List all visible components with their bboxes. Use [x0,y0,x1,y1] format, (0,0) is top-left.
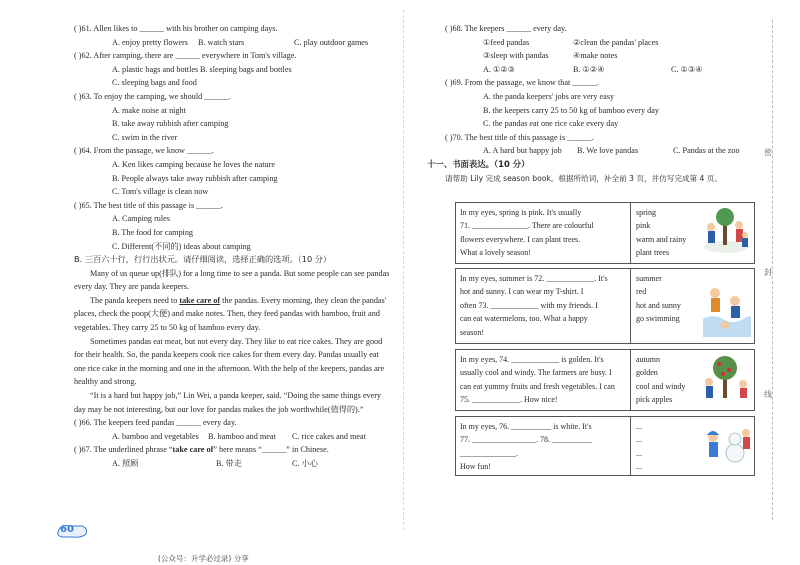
summer-keyword-2: red [636,287,647,297]
q62-option-a[interactable]: A. plastic bags and bottles [112,64,199,74]
question-70: ( )70. The best title of this passage is ______. [445,132,594,142]
question-62: ( )62. After camping, there are ______ everywhere in Tom's village. [74,51,297,61]
q65-option-a[interactable]: A. Camping rules [112,214,170,224]
binding-dashed-line [772,20,773,520]
q68-options [445,63,763,77]
section-b-heading: B. 三百六十行，行行出状元。请仔细阅读，选择正确的选项。（10 分） [74,254,332,265]
q64-option-b[interactable]: B. People always take away rubbish after camping [112,173,278,183]
autumn-keyword-1: autumn [636,355,660,364]
q62-option-c[interactable]: C. sleeping bags and food [112,78,197,88]
summer-blank-73[interactable]: often 73. ____________ with my friends. I [460,300,598,310]
summer-blank-72[interactable]: In my eyes, summer is 72. ____________. It's [460,274,608,283]
question-68: ( )68. The keepers ______ every day. [445,24,567,33]
p2-start: The panda keepers need to [90,295,180,305]
left-column [74,22,390,471]
question-69: ( )69. From the passage, we know that ______. [445,78,599,88]
autumn-line-3: can eat yummy fruits and fresh vegetables. I can [460,381,615,391]
children-picking-apples-illustration [701,354,751,402]
spring-line-4: What a lovely season! [460,248,531,258]
summer-keyword-4: go swimming [636,314,680,324]
winter-keyword-3: ... [636,448,642,458]
page-number-text: 60 [60,524,74,535]
season-box-autumn [455,349,755,411]
winter-blank-77-78[interactable]: 77. ________________. 78. __________ [460,435,592,445]
column-divider [403,10,404,530]
binding-label-2: 封 [764,268,772,277]
q70-option-a[interactable]: A. A hard but happy job [483,146,562,156]
q66-option-b[interactable]: B. bamboo and meat [208,431,276,441]
autumn-line-2: usually cool and windy. The farmers are busy. I [460,368,612,378]
q68-choices-row2 [445,49,763,63]
spring-text [456,203,631,263]
q68-choice-3: ③sleep with pandas [483,51,549,61]
page-footer: (公众号：升学必过录) 分享 [158,554,249,563]
q63-option-c[interactable]: C. swim in the river [112,132,178,142]
autumn-keyword-3: cool and windy [636,381,686,391]
q68-option-c[interactable]: C. ①③④ [671,64,703,74]
autumn-keywords [634,350,687,410]
winter-blank-76[interactable]: In my eyes, 76. __________ is white. It's [460,422,592,431]
spring-keyword-1: spring [636,208,656,217]
spring-line-1: In my eyes, spring is pink. It's usually [460,208,582,217]
writing-instruction: 请帮助 Lily 完成 season book。根据所给词，补全前 3 页，并仿写完成第 4 页。 [445,173,722,183]
binding-label-3: 线 [764,390,772,399]
winter-text [456,417,631,475]
q68-choice-2: ②clean the pandas' places [573,37,659,47]
passage-paragraph-3: Sometimes pandas eat meat, but not every day. They like to eat rice cakes. They are good for their health. So, the panda keepers cook rice cakes for them every day. Pandas usually eat one rice cake in the morning and one in the afternoon. With the help of the keepers, pandas are healthy and strong. [74,336,385,387]
q63-option-b[interactable]: B. take away rubbish after camping [112,119,229,129]
q67-option-a[interactable]: A. 照顾 [112,459,139,468]
summer-text [456,269,631,343]
autumn-keyword-4: pick apples [636,395,673,405]
q65-option-c[interactable]: C. Different(不同的) ideas about camping [112,241,251,251]
summer-keyword-3: hot and sunny [636,300,681,310]
spring-keyword-4: plant trees [636,248,670,258]
season-box-spring [455,202,755,264]
passage-paragraph-1: Many of us queue up(排队) for a long time to see a panda. But some people can see pandas every day. They are panda keepers. [74,268,390,292]
binding-label-1: 密 [764,148,772,157]
passage-paragraph-2 [74,294,390,335]
q68-option-b[interactable]: B. ①②④ [573,64,605,74]
q68-choice-1: ①feed pandas [483,37,530,47]
question-64: ( )64. From the passage, we know ______. [74,146,214,156]
q68-option-a[interactable]: A. ①②③ [483,64,516,74]
winter-keywords [634,417,644,477]
season-box-winter [455,416,755,476]
summer-line-5: season! [460,327,484,337]
q69-option-a[interactable]: A. the panda keepers' jobs are very easy [483,91,615,101]
page-number [60,524,74,535]
spring-keyword-2: pink [636,221,651,231]
q61-options [74,36,390,50]
underlined-phrase: take care of [179,295,221,305]
q67-stem-a: ( )67. The underlined phrase “ [74,445,173,455]
q62-options [74,63,390,77]
q61-option-a[interactable]: A. enjoy pretty flowers [112,37,188,47]
winter-blank-78-cont[interactable]: ______________. [460,448,518,458]
question-63: ( )63. To enjoy the camping, we should ______. [74,91,231,101]
q66-option-c[interactable]: C. rice cakes and meat [292,431,366,441]
q70-option-b[interactable]: B. We love pandas [577,146,639,156]
q66-options [74,430,390,444]
q68-choices-row1 [445,36,763,50]
q69-option-c[interactable]: C. the pandas eat one rice cake every day [483,119,619,129]
q63-option-a[interactable]: A. make noise at night [112,105,186,115]
question-67 [74,443,390,457]
p2-rest: the pandas. Every morning, they clean the pandas' places, check the poop(大便) and make notes. Then, they feed pandas with bamboo, fruit and vegetables. They carry 25 to 50 kg of bamboo every day. [74,295,387,333]
q64-option-c[interactable]: C. Tom's village is clean now [112,187,209,197]
children-planting-trees-illustration [701,207,751,255]
spring-line-3: flowers everywhere. I can plant trees. [460,234,581,244]
children-swimming-illustration [701,279,751,337]
passage-paragraph-4: “It is a hard but happy job,” Lin Wei, a panda keeper, said. “Doing the same things every day may be not interesting, but our love for pandas makes the job worthwhile(值得的).” [74,391,382,414]
autumn-blank-75[interactable]: 75. ____________. How nice! [460,395,558,405]
winter-keyword-4: ... [636,462,642,472]
q64-option-a[interactable]: A. Ken likes camping because he loves the nature [112,159,276,169]
summer-keyword-1: summer [636,274,662,283]
q67-stem-b: ” here means “______” in Chinese. [213,445,329,455]
winter-line-4: How fun! [460,462,491,472]
autumn-blank-74[interactable]: In my eyes, 74. ____________ is golden. It's [460,355,604,364]
q70-options [445,144,763,158]
q66-option-a[interactable]: A. bamboo and vegetables [112,431,199,441]
q62-option-b[interactable]: B. sleeping bags and bottles [200,64,292,74]
children-snow-play-illustration [701,421,751,469]
summer-line-4: can eat watermelons, too. What a happy [460,314,588,324]
winter-keyword-1: ... [636,422,642,431]
q67-stem-bold: take care of [172,445,214,455]
q61-option-b[interactable]: B. watch stars [198,37,245,47]
q70-option-c[interactable]: C. Pandas at the zoo [673,146,740,156]
q65-option-b[interactable]: B. The food for camping [112,227,194,237]
spring-keyword-3: warm and rainy [636,234,687,244]
spring-blank-71[interactable]: 71. ______________. There are colourful [460,221,594,231]
right-column [427,22,763,185]
question-61: ( )61. Allen likes to ______ with his brother on camping days. [74,24,278,33]
q67-option-c[interactable]: C. 小心 [292,459,318,468]
summer-line-2: hot and sunny. I can wear my T-shirt. I [460,287,584,297]
q68-choice-4: ④make notes [573,51,618,61]
q67-option-b[interactable]: B. 带走 [216,459,242,468]
autumn-text [456,350,631,410]
q61-option-c[interactable]: C. play outdoor games [294,37,369,47]
spring-keywords [634,203,688,263]
winter-keyword-2: ... [636,435,642,445]
summer-keywords [634,269,683,329]
question-65: ( )65. The best title of this passage is ______. [74,200,223,210]
section-11-heading: 十一、书面表达。（10 分） [427,158,530,169]
season-box-summer [455,268,755,344]
question-66: ( )66. The keepers feed pandas ______ every day. [74,418,237,428]
autumn-keyword-2: golden [636,368,658,378]
q69-option-b[interactable]: B. the keepers carry 25 to 50 kg of bamboo every day [483,105,659,115]
q67-options [74,457,390,471]
